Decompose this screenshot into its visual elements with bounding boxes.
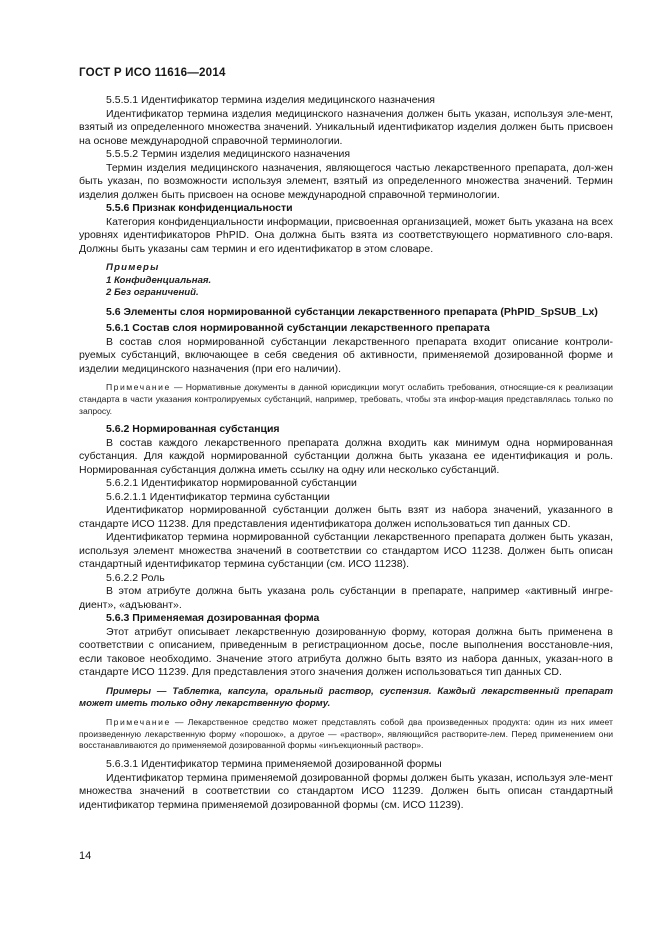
note-1-label: Примечание [106, 382, 171, 392]
clause-5-5-5-1-text: Идентификатор термина изделия медицинского назначения должен быть указан, используя эле-мент, взятый из определенного множества значений. Уникальный идентификатор изделия должен быть присвоен на основе международной справочной терминологии. [79, 107, 613, 147]
clause-5-6-2-heading: 5.6.2 Нормированная субстанция [106, 423, 280, 436]
examples-dosage-label: Примеры [106, 685, 152, 697]
clause-5-6-3-heading: 5.6.3 Применяемая дозированная форма [106, 612, 320, 625]
clause-5-6-1-text: В состав слоя нормированной субстанции лекарственного препарата входит описание контроли-руемых субстанций, включающее в себя сведения об активности, применяемой дозированной форме и изделии медицинского назначения (при его наличии). [79, 335, 613, 375]
clause-5-6-2-text: В состав каждого лекарственного препарата должна входить как минимум одна нормированная субстанция. Для каждой нормированной субстанции должна быть указана ее идентификация и роль. Нормированная субстанция должна иметь ссылку на одну или несколько субстанций. [79, 436, 613, 476]
clause-5-6-2-2-heading: 5.6.2.2 Роль [106, 571, 165, 584]
clause-5-5-6-text: Категория конфиденциальности информации, присвоенная организацией, может быть указана на всех уровнях идентификаторов PhPID. Она должна быть взята из соответствующего нормативного сло-варя. Должны быть указаны сам термин и его идентификатор в этом словаре. [79, 215, 613, 255]
examples-dosage-forms [79, 686, 613, 711]
document-body [79, 94, 613, 812]
clause-5-5-5-1-heading: 5.5.5.1 Идентификатор термина изделия медицинского назначения [106, 94, 435, 106]
examples-dosage-text: — Таблетка, капсула, оральный раствор, суспензия. Каждый лекарственный препарат может иметь только одну лекарственную форму. [79, 685, 613, 710]
clause-5-6-3-1-text: Идентификатор термина применяемой дозированной формы должен быть указан, используя эле-мент множества значений в соответствии со стандартом ИСО 11239. Должен быть описан стандартный идентификатор термина применяемой дозированной формы (см. ИСО 11239). [79, 771, 613, 811]
clause-5-6-2-1-1-text-a: Идентификатор нормированной субстанции должен быть взят из набора значений, указанного в стандарте ИСО 11238. Для представления идентификатора должен использоваться тип данных CD. [79, 504, 613, 530]
page-header: ГОСТ Р ИСО 11616—2014 [79, 66, 226, 79]
note-1 [79, 382, 613, 417]
clause-5-6-3-1-heading: 5.6.3.1 Идентификатор термина применяемой дозированной формы [106, 758, 442, 771]
note-2 [79, 717, 613, 752]
clause-5-6-3-text: Этот атрибут описывает лекарственную дозированную форму, которая должна быть применена в соответствии с описанием, приведенным в регистрационном досье, после выполнения восстановле-ния, если таковое необходимо. Значение этого атрибута должно быть взято из набора данных, указан-ного в стандарте ИСО 11239. Для представления этого значения должен использоваться тип данных CD. [79, 625, 613, 679]
clause-5-6-2-2-text: В этом атрибуте должна быть указана роль субстанции в препарате, например «активный ингре-диент», «адъювант». [79, 585, 613, 611]
clause-5-5-5-2-heading: 5.5.5.2 Термин изделия медицинского назначения [106, 148, 351, 160]
note-2-label: Примечание [106, 716, 171, 727]
example-2: 2 Без ограничений. [106, 287, 199, 298]
examples-label: Примеры [106, 262, 160, 273]
clause-5-5-6-heading: 5.5.6 Признак конфиденциальности [106, 202, 293, 214]
section-5-6-heading: 5.6 Элементы слоя нормированной субстанции лекарственного препарата (PhPID_SpSUB_Lx) [106, 305, 598, 318]
clause-5-5-5-2-text: Термин изделия медицинского назначения, являющегося частью лекарственного препарата, дол-жен быть указан, по возможности используя элемент, взятый из определенного множества значений. Термин изделия должен быть присвоен на основе международной справочной терминологии. [79, 161, 613, 201]
clause-5-6-1-heading: 5.6.1 Состав слоя нормированной субстанции лекарственного препарата [106, 322, 490, 334]
clause-5-6-2-1-heading: 5.6.2.1 Идентификатор нормированной субстанции [106, 477, 357, 490]
note-1-text: — Нормативные документы в данной юрисдикции могут ослабить требования, относящие-ся к реализации стандарта в части указания контролируемых субстанций, например, требовать, чтобы эта инфор-мация представлялась только по запросу. [79, 382, 613, 416]
note-2-text: — Лекарственное средство может представлять собой два произведенных продукта: один из них имеет произведенную лекарственную форму «порошок», а другое — «раствор», являющийся растворите-лем. Перед применением они восстанавливаются до применяемой дозированной формы «инъекционный раствор». [79, 716, 613, 751]
clause-5-6-2-1-1-text-b: Идентификатор термина нормированной субстанции лекарственного препарата должен быть указан, используя элемент множества значений в соответствии со стандартом ИСО 11238. Должен быть описан стандартный идентификатор термина субстанции (см. ИСО 11238). [79, 531, 613, 571]
page-number: 14 [79, 850, 92, 862]
clause-5-6-2-1-1-heading: 5.6.2.1.1 Идентификатор термина субстанции [106, 490, 330, 503]
example-1: 1 Конфиденциальная. [106, 274, 212, 286]
